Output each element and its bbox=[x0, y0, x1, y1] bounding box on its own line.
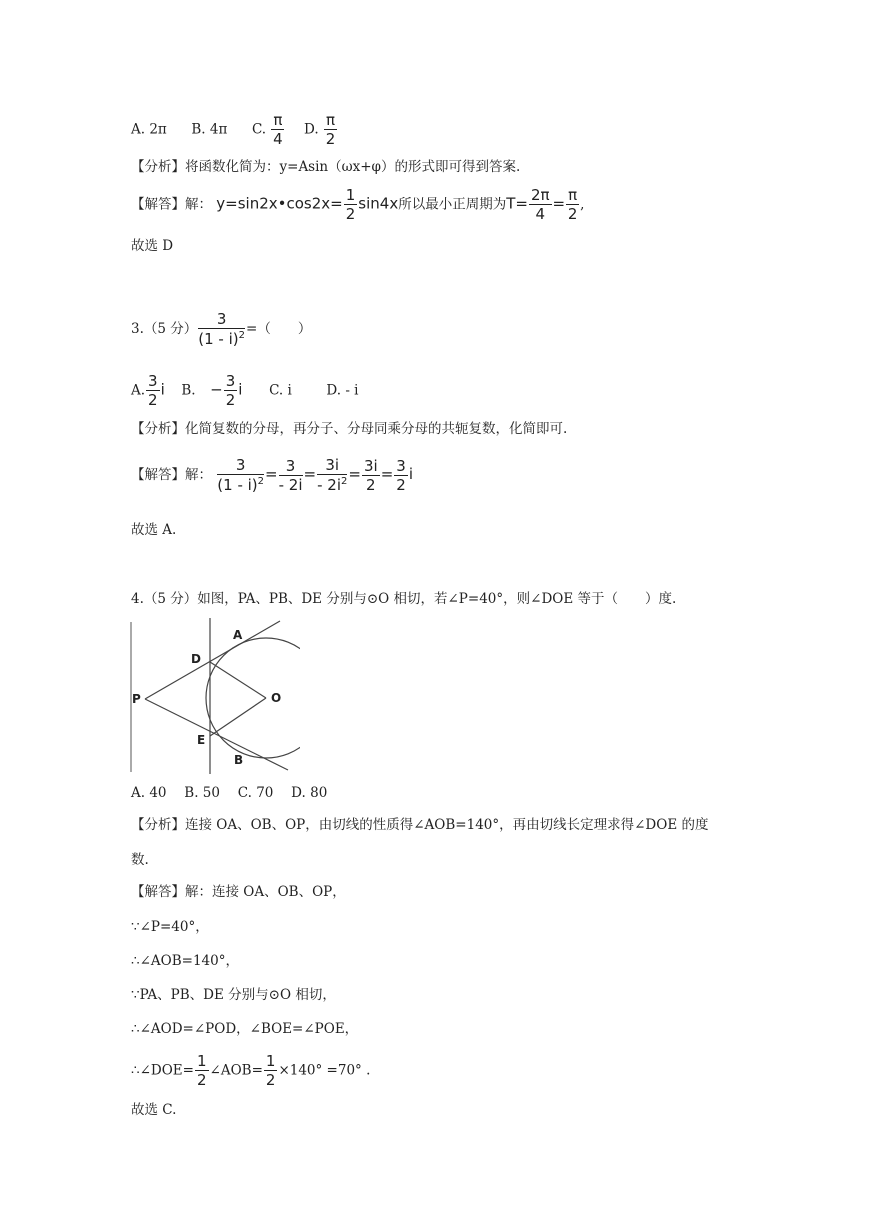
q3-frac-3-exp: 2 bbox=[341, 476, 348, 487]
segment-do bbox=[210, 662, 266, 698]
line6-part-b: ∠AOB= bbox=[209, 1062, 263, 1079]
q2-end: , bbox=[580, 196, 585, 213]
q4-options: A. 40 B. 50 C. 70 D. 80 bbox=[131, 785, 328, 801]
tangent-pa bbox=[145, 621, 280, 699]
answer-label: 【解答】 bbox=[131, 884, 185, 900]
q3-frac-3: $\frac{3i}{- 2i^2}$ bbox=[317, 456, 348, 494]
label-p: P bbox=[132, 692, 141, 706]
label-e: E bbox=[197, 733, 206, 747]
line6-frac-2: $\frac{1}{2}$ bbox=[265, 1052, 276, 1089]
q3-option-b-fraction: $\frac{3}{2}$ bbox=[225, 372, 236, 409]
analysis-label: 【分析】 bbox=[131, 817, 185, 833]
q2-expr2: sin4x bbox=[358, 194, 399, 213]
q4-answer-line3: ∴∠AOB=140°， bbox=[131, 953, 239, 969]
q3-tail-i: i bbox=[408, 465, 413, 483]
analysis-text: 化简复数的分母，再分子、分母同乘分母的共轭复数，化简即可. bbox=[185, 421, 568, 437]
q3-option-b-minus: − bbox=[210, 380, 223, 399]
q3-frac-4: $\frac{3i}{2}$ bbox=[363, 456, 378, 494]
q4-stem: 4.（5 分）如图，PA、PB、DE 分别与⊙O 相切，若∠P=40°，则∠DOE 等于（ ）度. bbox=[131, 591, 677, 607]
answer-intro: 解： bbox=[185, 196, 212, 213]
q2-frac-half: $\frac{1}{2}$ bbox=[345, 186, 356, 223]
q4-analysis-line2: 数. bbox=[131, 852, 149, 868]
q3-option-c: C. i bbox=[269, 382, 292, 399]
label-b: B bbox=[234, 753, 244, 767]
q2-choice: 故选 D bbox=[131, 238, 174, 254]
q2-option-a: A. 2π bbox=[131, 121, 167, 138]
q3-option-a-i: i bbox=[160, 380, 165, 399]
q2-options bbox=[131, 113, 338, 147]
q4-analysis-line1 bbox=[131, 819, 708, 833]
q3-answer bbox=[131, 458, 413, 493]
q4-answer-line2: ∵∠P=40°， bbox=[131, 919, 209, 935]
q3-option-b-prefix: B. bbox=[181, 382, 196, 399]
eq-sign: = bbox=[380, 465, 394, 483]
q3-stem-den: (1 - i) bbox=[198, 330, 239, 348]
q3-option-a-prefix: A. bbox=[131, 382, 146, 399]
q3-frac-5: $\frac{3}{2}$ bbox=[396, 456, 406, 494]
q3-option-a-fraction: $\frac{3}{2}$ bbox=[148, 372, 158, 409]
label-o: O bbox=[271, 691, 282, 705]
q3-options bbox=[131, 374, 359, 408]
label-a: A bbox=[233, 628, 243, 642]
answer-intro: 解： bbox=[185, 467, 212, 483]
q4-answer-line6 bbox=[131, 1054, 370, 1088]
q2-analysis bbox=[131, 161, 520, 175]
line6-part-a: ∴∠DOE= bbox=[131, 1062, 194, 1079]
q3-stem bbox=[131, 312, 311, 347]
q3-stem-fraction: $\frac{3}{(1 - i)^2}$ bbox=[198, 310, 246, 348]
q2-option-b: B. 4π bbox=[191, 121, 228, 138]
q4-choice: 故选 C. bbox=[131, 1102, 177, 1118]
q4-geometry-figure bbox=[128, 618, 300, 776]
label-d: D bbox=[191, 652, 201, 666]
analysis-text: 将函数化简为：y=Asin（ωx+φ）的形式即可得到答案. bbox=[185, 159, 521, 175]
q4-answer-line5: ∴∠AOD=∠POD，∠BOE=∠POE， bbox=[131, 1021, 359, 1037]
q3-frac-1-den: (1 - i) bbox=[217, 476, 258, 494]
segment-eo bbox=[210, 698, 266, 736]
q2-option-d-fraction: $\frac{\pi}{2}$ bbox=[325, 111, 336, 148]
answer-label: 【解答】 bbox=[131, 467, 185, 483]
q2-mid: 所以最小正周期为 bbox=[398, 196, 507, 213]
q2-expr3: T= bbox=[506, 194, 528, 213]
q3-stem-prefix: 3.（5 分） bbox=[131, 321, 198, 337]
q3-frac-2: $\frac{3}{- 2i}$ bbox=[278, 456, 303, 494]
q3-option-b-i: i bbox=[238, 380, 243, 399]
q4-answer-line1 bbox=[131, 886, 346, 900]
q3-option-d: D. - i bbox=[326, 382, 359, 399]
q3-frac-1: $\frac{3}{(1 - i)^2}$ bbox=[217, 456, 265, 494]
eq-sign: = bbox=[303, 465, 317, 483]
answer-text: 解：连接 OA、OB、OP， bbox=[185, 884, 346, 900]
q3-choice: 故选 A. bbox=[131, 522, 177, 538]
q2-option-c-fraction: $\frac{\pi}{4}$ bbox=[273, 111, 283, 148]
eq-sign: = bbox=[348, 465, 361, 483]
analysis-label: 【分析】 bbox=[131, 421, 185, 437]
q4-answer-line4: ∵PA、PB、DE 分别与⊙O 相切， bbox=[131, 987, 336, 1003]
q2-option-c-prefix: C. bbox=[251, 121, 267, 138]
q3-analysis bbox=[131, 423, 567, 437]
q2-answer bbox=[131, 188, 584, 222]
q2-expr1: y=sin2x•cos2x= bbox=[216, 194, 343, 213]
line6-frac-1: $\frac{1}{2}$ bbox=[196, 1052, 207, 1089]
q3-stem-exp: 2 bbox=[238, 330, 246, 341]
analysis-text: 连接 OA、OB、OP，由切线的性质得∠AOB=140°，再由切线长定理求得∠DOE 的度 bbox=[185, 817, 709, 833]
answer-label: 【解答】 bbox=[131, 196, 185, 213]
analysis-label: 【分析】 bbox=[131, 159, 185, 175]
q2-eq: = bbox=[552, 194, 566, 213]
q2-frac-2pi-4: $\frac{2\pi}{4}$ bbox=[530, 186, 550, 223]
q3-stem-suffix: =（ ） bbox=[246, 321, 312, 337]
q2-frac-pi-2: $\frac{\pi}{2}$ bbox=[567, 186, 578, 223]
line6-part-c: ×140° =70° . bbox=[278, 1062, 371, 1079]
q3-frac-1-exp: 2 bbox=[257, 476, 265, 487]
q3-frac-3-den: - 2i bbox=[317, 476, 342, 494]
tangent-pb bbox=[145, 699, 288, 770]
eq-sign: = bbox=[265, 465, 278, 483]
q2-option-d-prefix: D. bbox=[304, 121, 319, 138]
